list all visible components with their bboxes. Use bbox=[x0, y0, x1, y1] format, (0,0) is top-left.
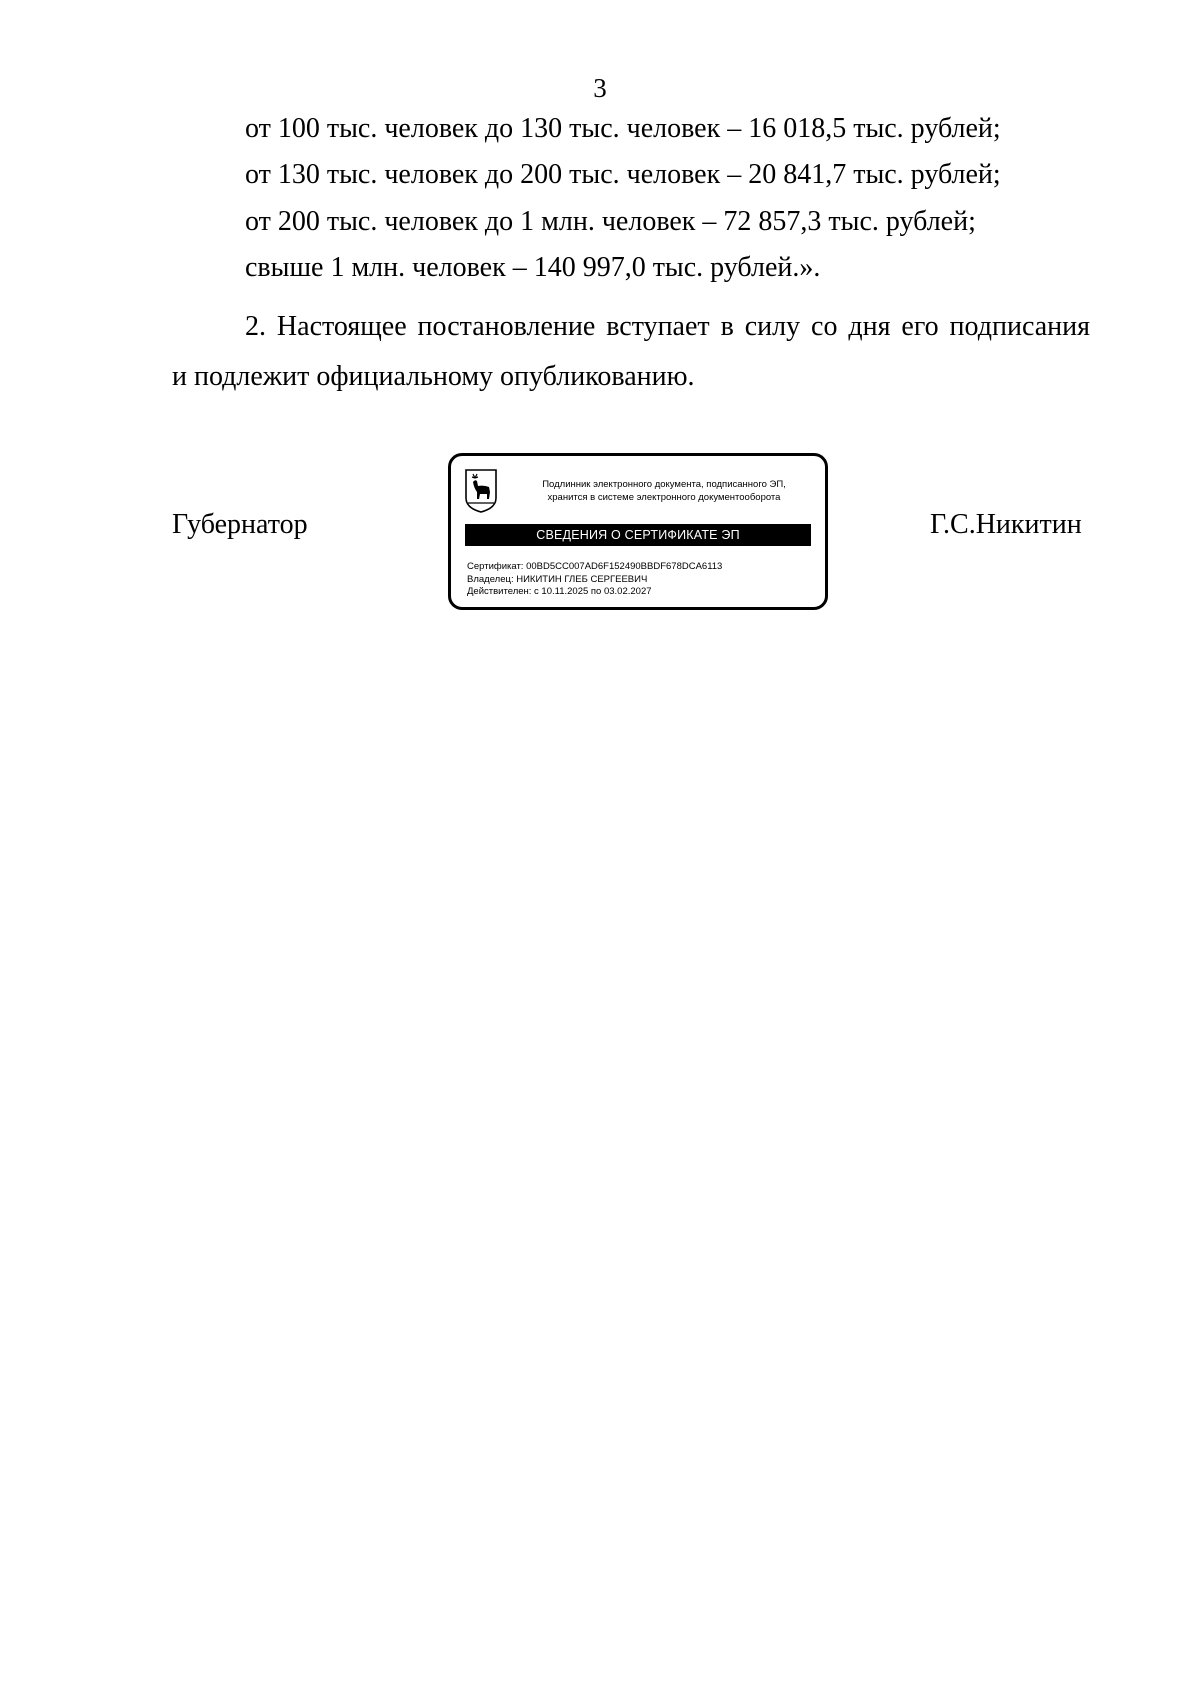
signer-name: Г.С.Никитин bbox=[930, 509, 1082, 540]
stamp-validity: Действителен: с 10.11.2025 по 03.02.2027 bbox=[467, 586, 652, 597]
funding-line-2: от 130 тыс. человек до 200 тыс. человек – 20 841,7 тыс. рублей; bbox=[245, 159, 1001, 190]
stamp-header bbox=[511, 478, 817, 504]
page-number: 3 bbox=[593, 73, 607, 103]
effective-clause-line-2: и подлежит официальному опубликованию. bbox=[172, 361, 695, 392]
stamp-details bbox=[467, 561, 817, 599]
effective-clause-line-1: 2. Настоящее постановление вступает в силу со дня его подписания bbox=[245, 311, 1090, 342]
funding-line-3: от 200 тыс. человек до 1 млн. человек – 72 857,3 тыс. рублей; bbox=[245, 206, 976, 237]
funding-line-1: от 100 тыс. человек до 130 тыс. человек – 16 018,5 тыс. рублей; bbox=[245, 113, 1001, 144]
funding-line-4: свыше 1 млн. человек – 140 997,0 тыс. рублей.». bbox=[245, 252, 821, 283]
stamp-certificate: Сертификат: 00BD5CC007AD6F152490BBDF678DCA6113 bbox=[467, 561, 723, 572]
deer-coat-of-arms-icon bbox=[464, 468, 498, 514]
signer-position: Губернатор bbox=[172, 509, 308, 540]
stamp-owner: Владелец: НИКИТИН ГЛЕБ СЕРГЕЕВИЧ bbox=[467, 573, 648, 585]
stamp-header-line-2: хранится в системе электронного документооборота bbox=[547, 492, 781, 503]
stamp-title: СВЕДЕНИЯ О СЕРТИФИКАТЕ ЭП bbox=[465, 524, 811, 546]
electronic-signature-stamp bbox=[448, 453, 828, 610]
stamp-header-line-1: Подлинник электронного документа, подписанного ЭП, bbox=[542, 479, 786, 490]
